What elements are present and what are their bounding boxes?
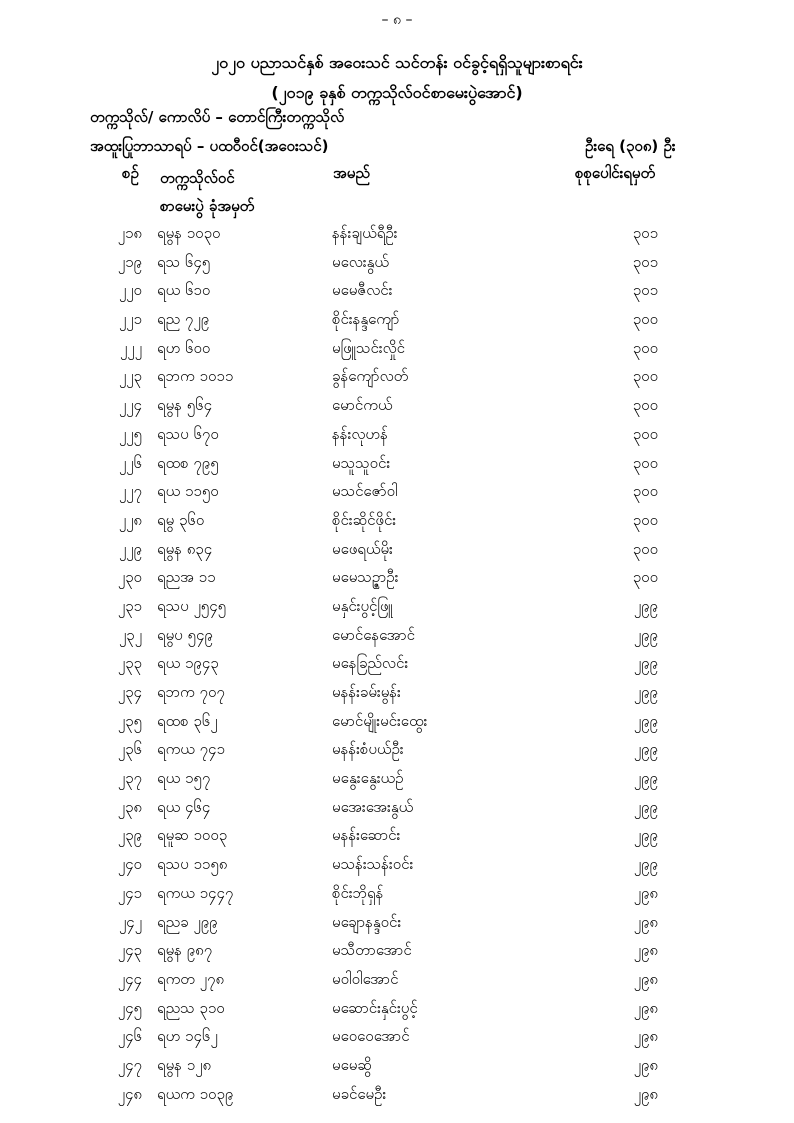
table-row [0, 224, 794, 253]
row-total-marks: ၂၉၉ [633, 769, 658, 788]
row-total-marks: ၂၉၈ [633, 998, 658, 1017]
row-total-marks: ၂၉၉ [633, 855, 658, 874]
table-row [0, 454, 794, 483]
table-row [0, 683, 794, 712]
row-name: မချောနန္ဒဝင်း [332, 912, 402, 931]
row-roll-number: ရမွန ၁၂၈ [157, 1055, 212, 1074]
row-roll-number: ရမွန ၈၃၄ [157, 539, 213, 558]
table-row [0, 367, 794, 396]
row-total-marks: ၃၀၁ [632, 224, 658, 242]
row-name: မသန်းသန်းဝင်း [332, 855, 414, 874]
row-total-marks: ၃၀၀ [632, 482, 658, 501]
row-serial: ၂၃၆ [117, 740, 142, 759]
row-name: စိုင်းဆိုင်ဖိုင်း [332, 510, 397, 529]
row-name: မအေးအေးနွယ် [332, 797, 414, 816]
row-roll-number: ရမွပ ၅၄၉ [157, 625, 213, 644]
row-serial: ၂၃၅ [117, 711, 142, 730]
row-serial: ၂၂၄ [118, 396, 142, 415]
row-name: မဝေဝေအောင် [332, 1027, 410, 1046]
row-roll-number: ရထစ ၃၆၂ [157, 711, 218, 730]
row-roll-number: ရသ ၆၄၅ [157, 252, 211, 271]
row-roll-number: ရဟ ၆၀၀ [157, 338, 211, 357]
row-serial: ၂၂၅ [118, 424, 142, 443]
row-name: မနန်းခမ်းမွန်း [332, 683, 401, 701]
row-total-marks: ၂၉၉ [633, 797, 658, 816]
row-total-marks: ၂၉၈ [633, 1055, 658, 1074]
table-row [0, 482, 794, 511]
row-roll-number: ရမွန ၅၆၄ [157, 396, 213, 415]
row-name: မခင်မေဦး [332, 1084, 387, 1103]
table-row [0, 568, 794, 597]
row-total-marks: ၂၉၉ [633, 596, 658, 615]
document-title: ၂၀၂၀ ပညာသင်နှစ် အဝေးသင် သင်တန်း ဝင်ခွင့်ရရှိသူများစာရင်း [211, 53, 583, 72]
row-total-marks: ၃၀၀ [632, 453, 658, 472]
row-serial: ၂၄၂ [118, 912, 142, 931]
row-name: စိုင်းနန္ဒကျော် [332, 310, 400, 329]
row-name: နန်းလုဟန် [332, 424, 388, 443]
row-serial: ၂၂၉ [118, 539, 142, 558]
row-total-marks: ၂၉၉ [633, 654, 658, 673]
row-name: နန်းချယ်ရီဦး [332, 224, 398, 242]
row-total-marks: ၂၉၉ [633, 826, 658, 845]
row-name: မမေဇီလင်း [332, 281, 393, 300]
row-serial: ၂၂၂ [119, 338, 142, 357]
row-total-marks: ၃၀၀ [632, 396, 658, 415]
row-roll-number: ရသပ ၁၁၅၈ [157, 855, 228, 874]
row-name: မနန်းစံပယ်ဦး [332, 740, 404, 759]
row-roll-number: ရမွ ၃၆၀ [157, 510, 205, 529]
row-serial: ၂၄၄ [117, 969, 142, 988]
row-serial: ၂၂၀ [118, 281, 142, 300]
row-total-marks: ၂၉၉ [633, 740, 658, 759]
table-row [0, 339, 794, 368]
row-name: မလေးနွယ် [332, 252, 389, 271]
row-total-marks: ၃၀၀ [632, 310, 658, 329]
row-roll-number: ရဘက ၇၀၇ [157, 683, 225, 701]
header-total-marks: စုစုပေါင်းရမှတ် [575, 164, 656, 182]
row-name: မသီတာအောင် [332, 941, 412, 960]
table-row [0, 1027, 794, 1056]
row-total-marks: ၂၉၈ [633, 1084, 658, 1103]
row-serial: ၂၃၀ [117, 568, 142, 587]
table-row [0, 712, 794, 741]
row-roll-number: ရမွန ၁၀၃၀ [157, 224, 221, 242]
row-name: မဖြူသင်းလှိုင် [332, 338, 405, 357]
row-serial: ၂၃၄ [117, 683, 142, 701]
row-roll-number: ရညသ ၃၁၀ [157, 998, 225, 1017]
row-total-marks: ၂၉၈ [633, 1027, 658, 1046]
header-roll-number: တက္ကသိုလ်ဝင်စာမေးပွဲ ခုံအမှတ် [160, 169, 255, 215]
major-label: အထူးပြုဘာသာရပ် – ပထဝီဝင်(အဝေးသင်) [90, 137, 329, 155]
row-roll-number: ရထစ ၇၉၅ [157, 453, 219, 472]
table-row [0, 970, 794, 999]
table-row [0, 884, 794, 913]
row-total-marks: ၃၀၀ [632, 539, 658, 558]
row-total-marks: ၂၉၈ [633, 941, 658, 960]
row-total-marks: ၃၀၁ [632, 252, 658, 271]
row-serial: ၂၂၈ [118, 510, 142, 529]
row-serial: ၂၂၃ [118, 367, 142, 386]
row-roll-number: ရယ ၁၁၅၀ [157, 482, 219, 501]
row-serial: ၂၄၅ [117, 998, 142, 1017]
row-total-marks: ၂၉၈ [633, 883, 658, 902]
table-row [0, 310, 794, 339]
document-subtitle: (၂၀၁၉ ခုနှစ် တက္ကသိုလ်ဝင်စာမေးပွဲအောင်) [271, 83, 523, 102]
row-serial: ၂၁၉ [117, 252, 142, 271]
table-row [0, 740, 794, 769]
row-serial: ၂၄၈ [117, 1084, 142, 1103]
row-name: မောင်ကယ် [332, 396, 393, 415]
row-roll-number: ရကယ ၁၄၄၇ [157, 883, 234, 902]
row-name: မောင်နေအောင် [332, 625, 415, 644]
page-number: – ၈ – [381, 12, 413, 28]
table-row [0, 597, 794, 626]
row-name: မဆောင်းနှင်းပွင့် [332, 998, 418, 1017]
row-name: မသင်ဇော်ဝါ [332, 482, 398, 501]
table-row [0, 941, 794, 970]
table-row [0, 253, 794, 282]
row-total-marks: ၂၉၉ [633, 683, 658, 701]
header-name: အမည် [333, 164, 370, 182]
row-total-marks: ၂၉၈ [633, 969, 658, 988]
row-total-marks: ၃၀၀ [632, 424, 658, 443]
table-row [0, 540, 794, 569]
row-roll-number: ရမူဆ ၁၀၀၃ [157, 826, 228, 845]
header-serial: စဉ် [122, 164, 139, 182]
row-name: မမေဆွိ [332, 1055, 372, 1074]
total-count: ဦးရေ (၃၀၈) ဦး [585, 137, 676, 155]
row-roll-number: ရညခ ၂၉၉ [157, 912, 218, 931]
row-total-marks: ၃၀၀ [632, 338, 658, 357]
row-serial: ၂၃၇ [117, 769, 142, 788]
table-row [0, 855, 794, 884]
row-name: မဖေရယ်မိုး [332, 539, 393, 558]
table-row [0, 654, 794, 683]
row-serial: ၂၄၆ [117, 1027, 142, 1046]
row-name: မဝါဝါအောင် [332, 969, 399, 988]
row-serial: ၂၃၂ [118, 625, 142, 644]
row-roll-number: ရဘက ၁၀၁၁ [157, 367, 234, 386]
row-serial: ၂၂၆ [118, 453, 142, 472]
university-label: တက္ကသိုလ်/ ကောလိပ် – ‌တောင်ကြီးတက္ကသိုလ် [90, 108, 345, 126]
row-total-marks: ၂၉၉ [633, 625, 658, 644]
row-name: မမေသဉ္ဇာဦး [332, 568, 399, 587]
table-row [0, 396, 794, 425]
row-serial: ၂၄၀ [117, 855, 142, 874]
row-roll-number: ရကယ ၇၄၁ [157, 740, 225, 759]
row-serial: ၂၄၃ [117, 941, 142, 960]
table-row [0, 798, 794, 827]
row-name: မောင်မျိုးမင်းထွေး [332, 711, 428, 730]
row-serial: ၂၂၇ [118, 482, 142, 501]
row-name: မသူသူဝင်း [332, 453, 391, 472]
row-name: စိုင်းဘိုရှန် [332, 883, 384, 902]
table-row [0, 769, 794, 798]
row-name: မနွေးနွေးယဉ် [332, 769, 404, 788]
row-roll-number: ရည ၇၂၉ [157, 310, 210, 329]
row-roll-number: ရကတ ၂၇၈ [157, 969, 225, 988]
row-serial: ၂၃၁ [117, 596, 142, 615]
row-total-marks: ၃၀၀ [632, 568, 658, 587]
row-serial: ၂၄၁ [117, 883, 142, 902]
row-roll-number: ရမွန ၉၈၇ [157, 941, 213, 960]
table-row [0, 999, 794, 1028]
row-roll-number: ရယက ၁၀၃၉ [157, 1084, 234, 1103]
row-name: ခွန်ကျော်လတ် [332, 367, 409, 386]
row-total-marks: ၂၉၉ [633, 711, 658, 730]
row-serial: ၂၁၈ [117, 224, 142, 242]
row-serial: ၂၃၈ [117, 797, 142, 816]
row-roll-number: ရယ ၄၆၄ [157, 797, 211, 816]
row-roll-number: ရယ ၁၅၇ [157, 769, 211, 788]
row-roll-number: ရယ ၁၉၄၃ [157, 654, 219, 673]
table-row [0, 626, 794, 655]
row-name: မနေခြည်လင်း [332, 654, 409, 673]
row-name: မနှင်းပွင့်ဖြူ [332, 596, 393, 615]
table-row [0, 425, 794, 454]
row-roll-number: ရသပ ၆၇၀ [157, 424, 219, 443]
row-serial: ၂၃၃ [117, 654, 142, 673]
table-row [0, 913, 794, 942]
table-row [0, 511, 794, 540]
row-total-marks: ၃၀၀ [632, 510, 658, 529]
table-row [0, 1056, 794, 1085]
row-roll-number: ရညအ ၁၁ [157, 568, 216, 587]
table-row [0, 826, 794, 855]
row-serial: ၂၄၇ [117, 1055, 142, 1074]
row-serial: ၂၂၁ [118, 310, 142, 329]
table-row [0, 1085, 794, 1114]
results-table [0, 224, 794, 1113]
row-roll-number: ရယ ၆၁၀ [157, 281, 211, 300]
row-total-marks: ၃၀၀ [632, 367, 658, 386]
row-total-marks: ၃၀၁ [632, 281, 658, 300]
row-roll-number: ရသပ ၂၅၄၅ [157, 596, 227, 615]
table-row [0, 281, 794, 310]
row-total-marks: ၂၉၈ [633, 912, 658, 931]
row-roll-number: ရဟ ၁၄၆၂ [157, 1027, 218, 1046]
row-name: မနန်းဆောင်း [332, 826, 401, 845]
row-serial: ၂၃၉ [117, 826, 142, 845]
